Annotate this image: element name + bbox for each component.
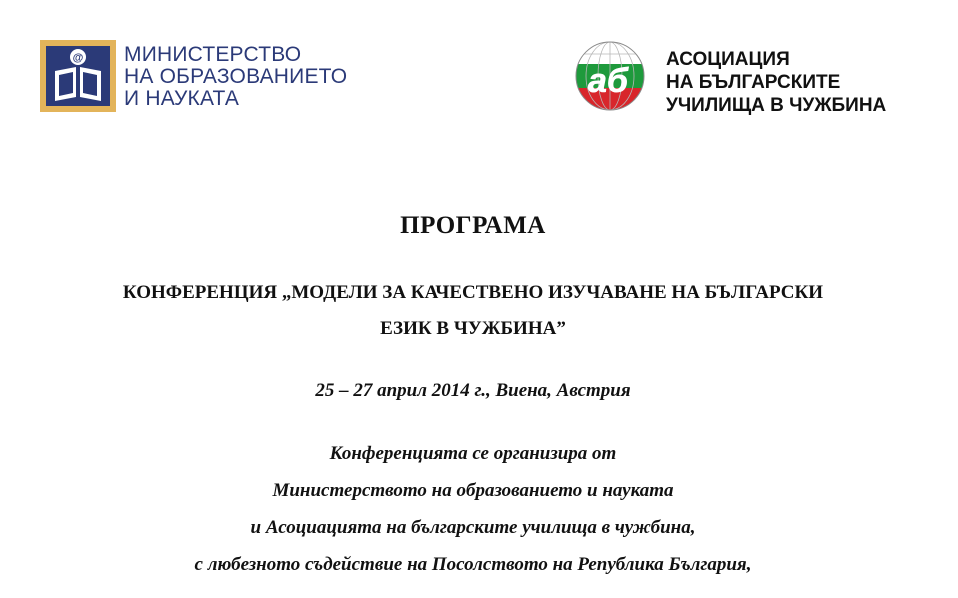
ministry-name-line: МИНИСТЕРСТВО [124,43,302,66]
date-location: 25 – 27 април 2014 г., Виена, Австрия [315,380,631,401]
association-logo [568,40,928,115]
page-title: ПРОГРАМА [400,212,546,239]
svg-text:@: @ [72,52,84,64]
association-name-line: УЧИЛИЩА В ЧУЖБИНА [666,95,887,116]
book-at-sign-icon [40,40,116,112]
organizers-line: Конференцията се организира от [329,443,617,464]
organizers-line: с любезното съдействие на Посолството на Република България, [194,554,752,575]
ministry-name-line: И НАУКАТА [124,87,240,110]
association-name-line: АСОЦИАЦИЯ [666,49,790,70]
ministry-name [124,44,347,110]
association-emblem-text: аб [588,62,628,100]
association-name-line: НА БЪЛГАРСКИТЕ [666,72,841,93]
document-header [0,0,958,130]
ministry-logo [40,40,348,115]
conference-title-line: КОНФЕРЕНЦИЯ „МОДЕЛИ ЗА КАЧЕСТВЕНО ИЗУЧАВАНЕ НА БЪЛГАРСКИ [122,282,824,303]
organizers-line: Министерството на образованието и науката [272,480,674,501]
organizers-line: и Асоциацията на българските училища в чужбина, [250,517,696,538]
globe-tricolor-icon [568,40,650,112]
ministry-name-line: НА ОБРАЗОВАНИЕТО [124,65,348,88]
conference-title-line: ЕЗИК В ЧУЖБИНА” [380,318,566,339]
association-name [666,48,886,117]
